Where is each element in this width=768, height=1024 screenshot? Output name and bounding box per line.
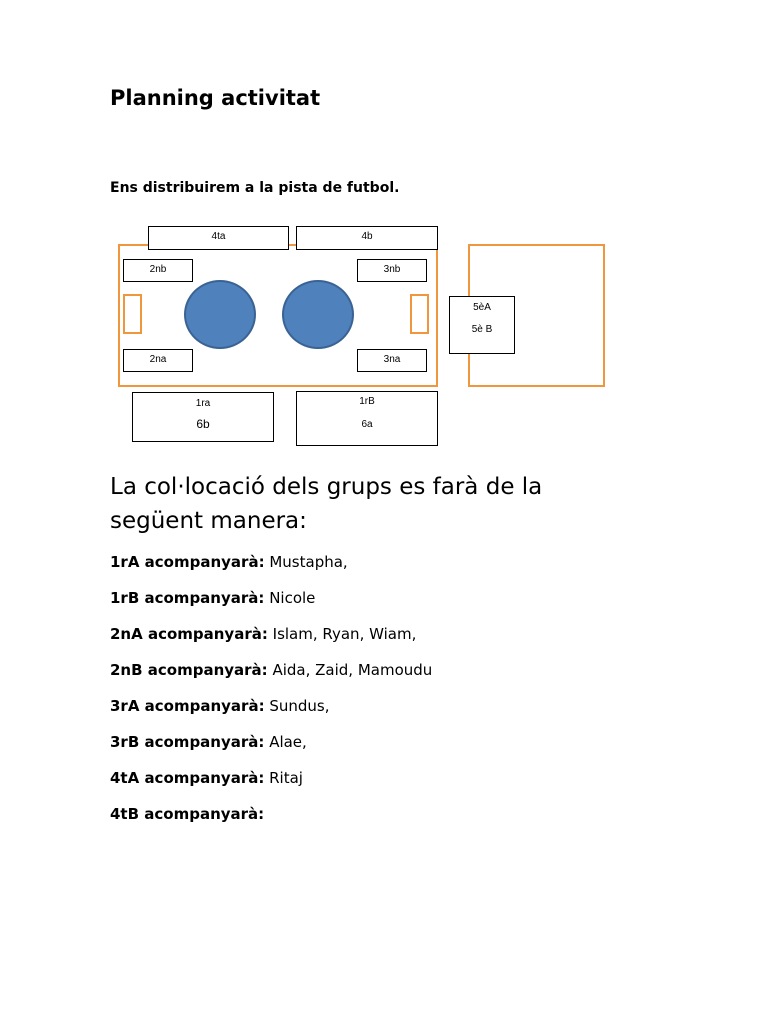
assignment-value: Sundus,	[269, 697, 330, 715]
assignment-row	[110, 768, 432, 804]
assignment-list	[110, 552, 432, 840]
assignment-label: 2nA acompanyarà:	[110, 625, 268, 643]
group-label: 6b	[196, 417, 210, 431]
assignment-row	[110, 552, 432, 588]
group-label: 2na	[149, 354, 167, 365]
assignment-label: 4tB acompanyarà:	[110, 805, 265, 823]
goal-right	[410, 294, 429, 334]
assignment-label: 1rA acompanyarà:	[110, 553, 265, 571]
group-box-3nb	[357, 259, 427, 282]
group-label: 1rB	[359, 396, 375, 407]
group-label: 1ra	[195, 398, 211, 409]
assignment-label: 4tA acompanyarà:	[110, 769, 265, 787]
assignment-label: 2nB acompanyarà:	[110, 661, 268, 679]
assignment-value: Mustapha,	[269, 553, 348, 571]
assignment-row	[110, 804, 432, 840]
group-label: 5èA	[473, 302, 491, 313]
group-box-5e	[449, 296, 515, 354]
group-label: 3na	[383, 354, 401, 365]
group-label: 4ta	[211, 231, 226, 242]
group-label: 6a	[361, 419, 373, 430]
assignment-row	[110, 660, 432, 696]
group-box-3na	[357, 349, 427, 372]
group-box-2na	[123, 349, 193, 372]
assignment-value: Ritaj	[269, 769, 303, 787]
assignment-label: 3rB acompanyarà:	[110, 733, 265, 751]
assignment-row	[110, 696, 432, 732]
circle-right	[282, 280, 354, 349]
assignment-value: Aida, Zaid, Mamoudu	[272, 661, 433, 679]
group-label: 2nb	[149, 264, 167, 275]
group-box-4b	[296, 226, 438, 250]
goal-left	[123, 294, 142, 334]
assignment-value: Alae,	[269, 733, 307, 751]
group-box-4ta	[148, 226, 289, 250]
group-box-1ra-6b	[132, 392, 274, 442]
group-label: 4b	[361, 231, 373, 242]
assignment-value: Nicole	[269, 589, 316, 607]
section-heading: La col·locació dels grups es farà de la següent manera:	[110, 474, 543, 534]
field-diagram	[0, 0, 768, 460]
group-label: 5è B	[471, 324, 493, 335]
assignment-row	[110, 732, 432, 768]
assignment-label: 1rB acompanyarà:	[110, 589, 265, 607]
group-label: 3nb	[383, 264, 401, 275]
assignment-row	[110, 624, 432, 660]
assignment-label: 3rA acompanyarà:	[110, 697, 265, 715]
page-title: Planning activitat	[110, 86, 321, 110]
group-box-1rb-6a	[296, 391, 438, 446]
group-box-2nb	[123, 259, 193, 282]
circle-left	[184, 280, 256, 349]
assignment-row	[110, 588, 432, 624]
page-subtitle: Ens distribuirem a la pista de futbol.	[110, 180, 400, 196]
assignment-value: Islam, Ryan, Wiam,	[272, 625, 417, 643]
